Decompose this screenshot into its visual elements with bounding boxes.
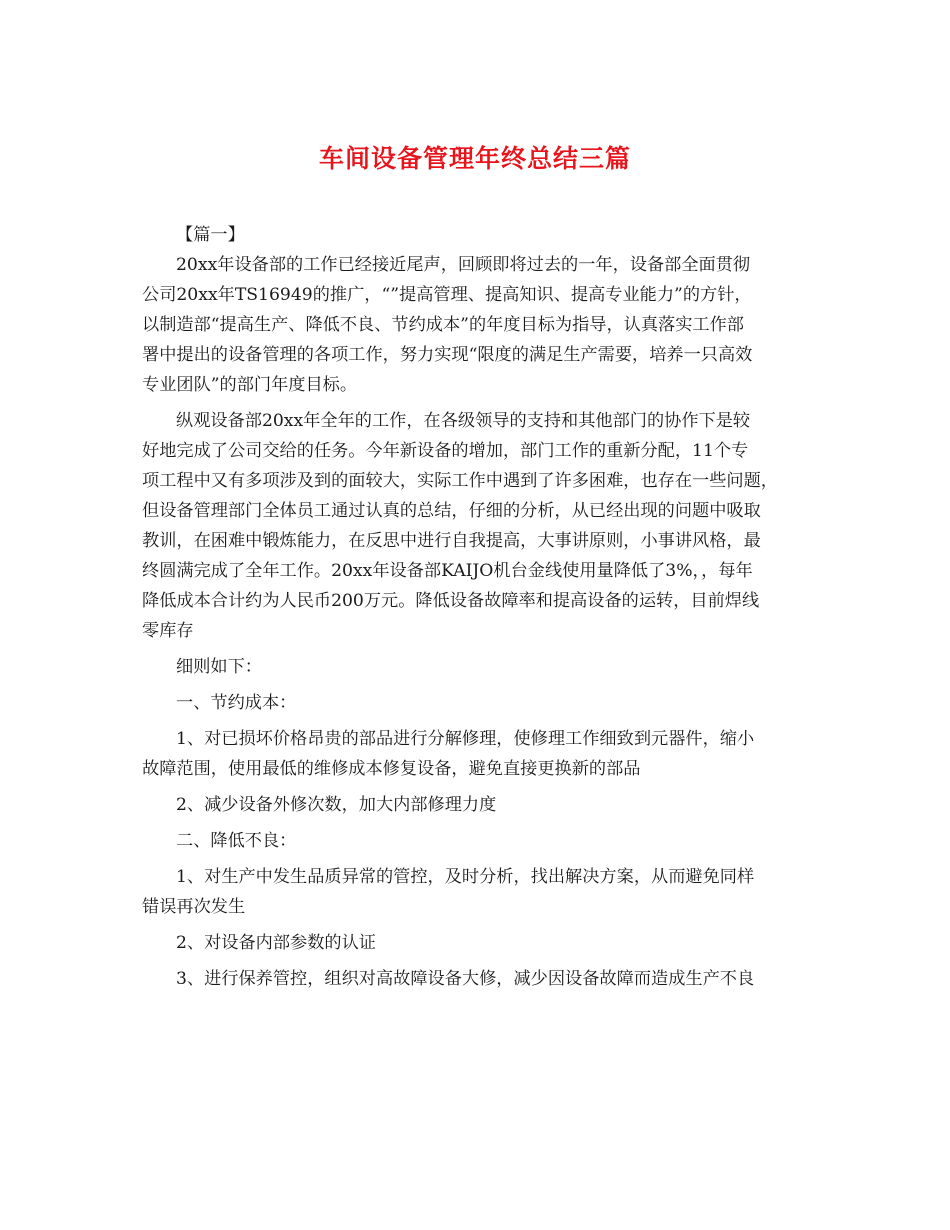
paragraph-line: 终圆满完成了全年工作。20xx年设备部KAIJO机台金线使用量降低了3%，，每年 [142, 561, 753, 581]
document-title: 车间设备管理年终总结三篇 [318, 144, 631, 173]
paragraph-line: 零库存 [142, 621, 194, 641]
list-item: 1、对已损坏价格昂贵的部品进行分解修理，使修理工作细致到元器件，缩小 [176, 729, 755, 749]
paragraph-line: 好地完成了公司交给的任务。今年新设备的增加，部门工作的重新分配，11个专 [142, 441, 749, 461]
list-item: 1、对生产中发生品质异常的管控，及时分析，找出解决方案，从而避免同样 [176, 867, 755, 887]
paragraph-line: 项工程中又有多项涉及到的面较大，实际工作中遇到了许多困难，也存在一些问题， [142, 471, 778, 491]
list-item-continued: 错误再次发生 [142, 897, 246, 917]
paragraph-line: 但设备管理部门全体员工通过认真的总结，仔细的分析，从已经出现的问题中吸取 [142, 501, 761, 521]
paragraph-line: 署中提出的设备管理的各项工作，努力实现“限度的满足生产需要，培养一只高效 [142, 345, 753, 365]
paragraph-line: 纵观设备部20xx年全年的工作，在各级领导的支持和其他部门的协作下是较 [176, 411, 751, 431]
paragraph-line: 公司20xx年TS16949的推广，“”提高管理、提高知识、提高专业能力”的方针， [142, 285, 752, 305]
list-heading: 一、节约成本： [176, 693, 297, 713]
list-heading: 二、降低不良： [176, 831, 297, 851]
list-item: 3、进行保养管控，组织对高故障设备大修，减少因设备故障而造成生产不良 [176, 969, 755, 989]
paragraph-line: 专业团队”的部门年度目标。 [142, 375, 358, 395]
paragraph-line: 教训，在困难中锻炼能力，在反思中进行自我提高，大事讲原则，小事讲风格，最 [142, 531, 761, 551]
paragraph-line: 以制造部“提高生产、降低不良、节约成本”的年度目标为指导，认真落实工作部 [142, 315, 744, 335]
list-item: 2、对设备内部参数的认证 [176, 933, 376, 953]
list-item-continued: 故障范围，使用最低的维修成本修复设备，避免直接更换新的部品 [142, 759, 641, 779]
paragraph-line: 降低成本合计约为人民币200万元。降低设备故障率和提高设备的运转，目前焊线 [142, 591, 760, 611]
document-body [142, 220, 812, 994]
paragraph-line: 细则如下： [176, 657, 262, 677]
section-heading: 【篇一】 [176, 225, 245, 245]
list-item: 2、减少设备外修次数，加大内部修理力度 [176, 795, 497, 815]
paragraph-line: 20xx年设备部的工作已经接近尾声，回顾即将过去的一年，设备部全面贯彻 [176, 255, 751, 275]
